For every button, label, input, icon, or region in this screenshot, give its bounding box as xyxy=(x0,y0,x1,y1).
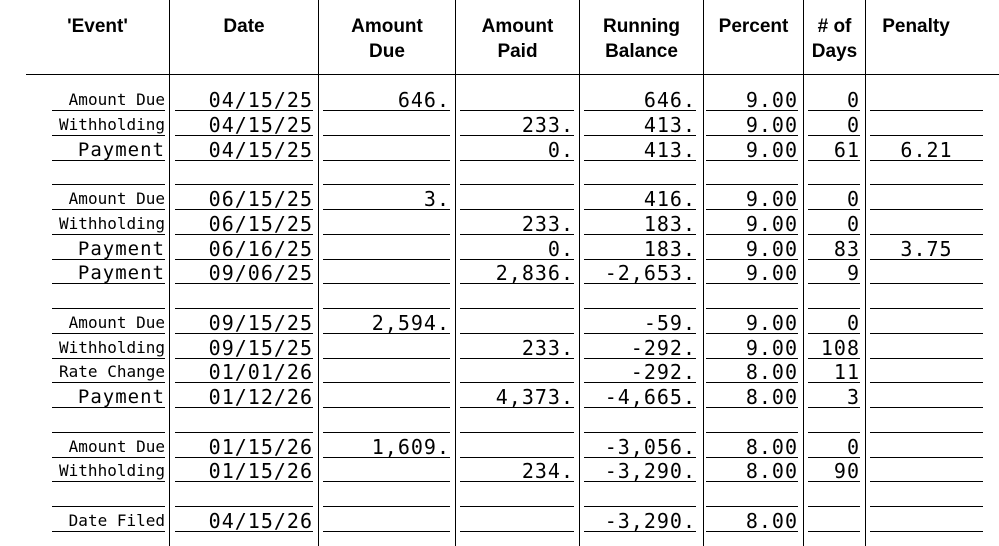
percent-cell xyxy=(706,485,798,507)
percent-cell: 8.00 xyxy=(706,361,798,383)
running-balance-cell xyxy=(584,287,696,309)
amount-paid-cell: 0. xyxy=(460,139,574,161)
days-cell xyxy=(808,287,860,309)
percent-cell: 9.00 xyxy=(706,114,798,136)
amount-paid-cell: 0. xyxy=(460,238,574,260)
penalty-cell xyxy=(870,163,983,185)
event-cell: Amount Due xyxy=(52,188,165,210)
table-row xyxy=(0,213,999,238)
penalty-cell: 3.75 xyxy=(870,238,983,260)
days-cell: 108 xyxy=(808,337,860,359)
days-cell: 0 xyxy=(808,312,860,334)
header-event: 'Event' xyxy=(67,16,128,37)
date-cell: 04/15/26 xyxy=(175,510,313,532)
amount-due-cell: 3. xyxy=(323,188,450,210)
header-date: Date xyxy=(223,16,265,37)
running-balance-cell: 183. xyxy=(584,238,696,260)
percent-cell: 9.00 xyxy=(706,262,798,284)
amount-paid-cell: 233. xyxy=(460,114,574,136)
amount-paid-cell xyxy=(460,485,574,507)
percent-cell: 8.00 xyxy=(706,510,798,532)
days-cell: 0 xyxy=(808,89,860,111)
header-percent: Percent xyxy=(718,16,789,37)
table-row xyxy=(0,163,999,188)
amount-paid-cell: 2,836. xyxy=(460,262,574,284)
table-row xyxy=(0,460,999,485)
amount-due-cell xyxy=(323,337,450,359)
penalty-cell xyxy=(870,411,983,433)
penalty-cell xyxy=(870,337,983,359)
days-cell: 0 xyxy=(808,114,860,136)
amount-paid-cell xyxy=(460,361,574,383)
days-cell xyxy=(808,485,860,507)
days-cell: 83 xyxy=(808,238,860,260)
amount-due-cell: 2,594. xyxy=(323,312,450,334)
days-cell: 0 xyxy=(808,436,860,458)
event-cell xyxy=(52,287,165,309)
table-row xyxy=(0,188,999,213)
penalty-cell xyxy=(870,361,983,383)
table-row xyxy=(0,262,999,287)
amount-due-cell xyxy=(323,139,450,161)
running-balance-cell: -3,290. xyxy=(584,510,696,532)
running-balance-cell: -292. xyxy=(584,361,696,383)
date-cell: 09/15/25 xyxy=(175,312,313,334)
event-cell xyxy=(52,411,165,433)
table-row xyxy=(0,411,999,436)
table-row xyxy=(0,436,999,461)
event-cell: Payment xyxy=(52,139,165,161)
date-cell: 04/15/25 xyxy=(175,114,313,136)
date-cell: 01/12/26 xyxy=(175,386,313,408)
date-cell xyxy=(175,411,313,433)
days-cell xyxy=(808,163,860,185)
percent-cell xyxy=(706,287,798,309)
amount-due-cell xyxy=(323,114,450,136)
table-row xyxy=(0,386,999,411)
amount-paid-cell: 233. xyxy=(460,213,574,235)
amount-due-cell: 646. xyxy=(323,89,450,111)
running-balance-cell: -4,665. xyxy=(584,386,696,408)
header-amount-paid: Amount Paid xyxy=(481,16,554,62)
table-row xyxy=(0,337,999,362)
table-row xyxy=(0,89,999,114)
percent-cell xyxy=(706,411,798,433)
event-cell xyxy=(52,485,165,507)
amount-paid-cell xyxy=(460,510,574,532)
penalty-cell xyxy=(870,485,983,507)
amount-due-cell xyxy=(323,411,450,433)
amount-due-cell xyxy=(323,361,450,383)
amount-due-cell xyxy=(323,485,450,507)
days-cell: 9 xyxy=(808,262,860,284)
event-cell: Amount Due xyxy=(52,89,165,111)
amount-due-cell xyxy=(323,238,450,260)
percent-cell: 9.00 xyxy=(706,213,798,235)
amount-due-cell xyxy=(323,510,450,532)
running-balance-cell: -2,653. xyxy=(584,262,696,284)
days-cell: 61 xyxy=(808,139,860,161)
penalty-cell xyxy=(870,386,983,408)
penalty-cell xyxy=(870,312,983,334)
percent-cell: 9.00 xyxy=(706,337,798,359)
percent-cell: 8.00 xyxy=(706,386,798,408)
date-cell xyxy=(175,163,313,185)
amount-due-cell xyxy=(323,163,450,185)
amount-paid-cell xyxy=(460,287,574,309)
date-cell: 06/15/25 xyxy=(175,188,313,210)
table-row xyxy=(0,287,999,312)
event-cell: Amount Due xyxy=(52,436,165,458)
amount-due-cell xyxy=(323,287,450,309)
days-cell xyxy=(808,411,860,433)
amount-due-cell: 1,609. xyxy=(323,436,450,458)
header-running-balance: Running Balance xyxy=(602,16,681,62)
event-cell: Payment xyxy=(52,262,165,284)
percent-cell: 8.00 xyxy=(706,436,798,458)
date-cell: 01/15/26 xyxy=(175,436,313,458)
header-days: # of Days xyxy=(811,16,858,62)
penalty-cell xyxy=(870,460,983,482)
event-cell: Date Filed xyxy=(52,510,165,532)
amount-paid-cell xyxy=(460,163,574,185)
percent-cell: 9.00 xyxy=(706,89,798,111)
penalty-cell xyxy=(870,114,983,136)
amount-due-cell xyxy=(323,460,450,482)
running-balance-cell: -3,290. xyxy=(584,460,696,482)
running-balance-cell xyxy=(584,163,696,185)
table-row xyxy=(0,238,999,263)
header-amount-due: Amount Due xyxy=(351,16,423,62)
date-cell: 06/16/25 xyxy=(175,238,313,260)
amount-due-cell xyxy=(323,262,450,284)
header-penalty: Penalty xyxy=(882,16,950,37)
amount-paid-cell: 4,373. xyxy=(460,386,574,408)
percent-cell: 9.00 xyxy=(706,238,798,260)
date-cell: 04/15/25 xyxy=(175,139,313,161)
penalty-cell: 6.21 xyxy=(870,139,983,161)
days-cell: 90 xyxy=(808,460,860,482)
penalty-cell xyxy=(870,287,983,309)
days-cell: 3 xyxy=(808,386,860,408)
running-balance-cell xyxy=(584,411,696,433)
date-cell: 04/15/25 xyxy=(175,89,313,111)
date-cell: 01/01/26 xyxy=(175,361,313,383)
percent-cell: 8.00 xyxy=(706,460,798,482)
days-cell xyxy=(808,510,860,532)
date-cell xyxy=(175,287,313,309)
penalty-cell xyxy=(870,89,983,111)
date-cell: 01/15/26 xyxy=(175,460,313,482)
running-balance-cell: 413. xyxy=(584,139,696,161)
date-cell: 06/15/25 xyxy=(175,213,313,235)
event-cell xyxy=(52,163,165,185)
amount-paid-cell xyxy=(460,89,574,111)
event-cell: Payment xyxy=(52,386,165,408)
event-cell: Payment xyxy=(52,238,165,260)
event-cell: Withholding xyxy=(52,337,165,359)
date-cell: 09/15/25 xyxy=(175,337,313,359)
header-divider xyxy=(26,74,999,75)
table-row xyxy=(0,510,999,535)
penalty-cell xyxy=(870,510,983,532)
days-cell: 0 xyxy=(808,213,860,235)
event-cell: Withholding xyxy=(52,460,165,482)
running-balance-cell xyxy=(584,485,696,507)
amount-due-cell xyxy=(323,386,450,408)
running-balance-cell: -292. xyxy=(584,337,696,359)
penalty-cell xyxy=(870,262,983,284)
running-balance-cell: 416. xyxy=(584,188,696,210)
penalty-cell xyxy=(870,436,983,458)
amount-paid-cell xyxy=(460,312,574,334)
amount-paid-cell: 233. xyxy=(460,337,574,359)
running-balance-cell: 646. xyxy=(584,89,696,111)
days-cell: 0 xyxy=(808,188,860,210)
table-row xyxy=(0,114,999,139)
days-cell: 11 xyxy=(808,361,860,383)
amount-paid-cell: 234. xyxy=(460,460,574,482)
penalty-cell xyxy=(870,188,983,210)
date-cell xyxy=(175,485,313,507)
percent-cell: 9.00 xyxy=(706,188,798,210)
table-row xyxy=(0,485,999,510)
amount-due-cell xyxy=(323,213,450,235)
event-cell: Withholding xyxy=(52,213,165,235)
amount-paid-cell xyxy=(460,436,574,458)
table-row xyxy=(0,312,999,337)
amount-paid-cell xyxy=(460,411,574,433)
running-balance-cell: -3,056. xyxy=(584,436,696,458)
running-balance-cell: 413. xyxy=(584,114,696,136)
running-balance-cell: 183. xyxy=(584,213,696,235)
date-cell: 09/06/25 xyxy=(175,262,313,284)
percent-cell: 9.00 xyxy=(706,139,798,161)
event-cell: Rate Change xyxy=(52,361,165,383)
event-cell: Withholding xyxy=(52,114,165,136)
running-balance-cell: -59. xyxy=(584,312,696,334)
amount-paid-cell xyxy=(460,188,574,210)
percent-cell xyxy=(706,163,798,185)
percent-cell: 9.00 xyxy=(706,312,798,334)
table-row xyxy=(0,361,999,386)
event-cell: Amount Due xyxy=(52,312,165,334)
table-row xyxy=(0,139,999,164)
penalty-cell xyxy=(870,213,983,235)
